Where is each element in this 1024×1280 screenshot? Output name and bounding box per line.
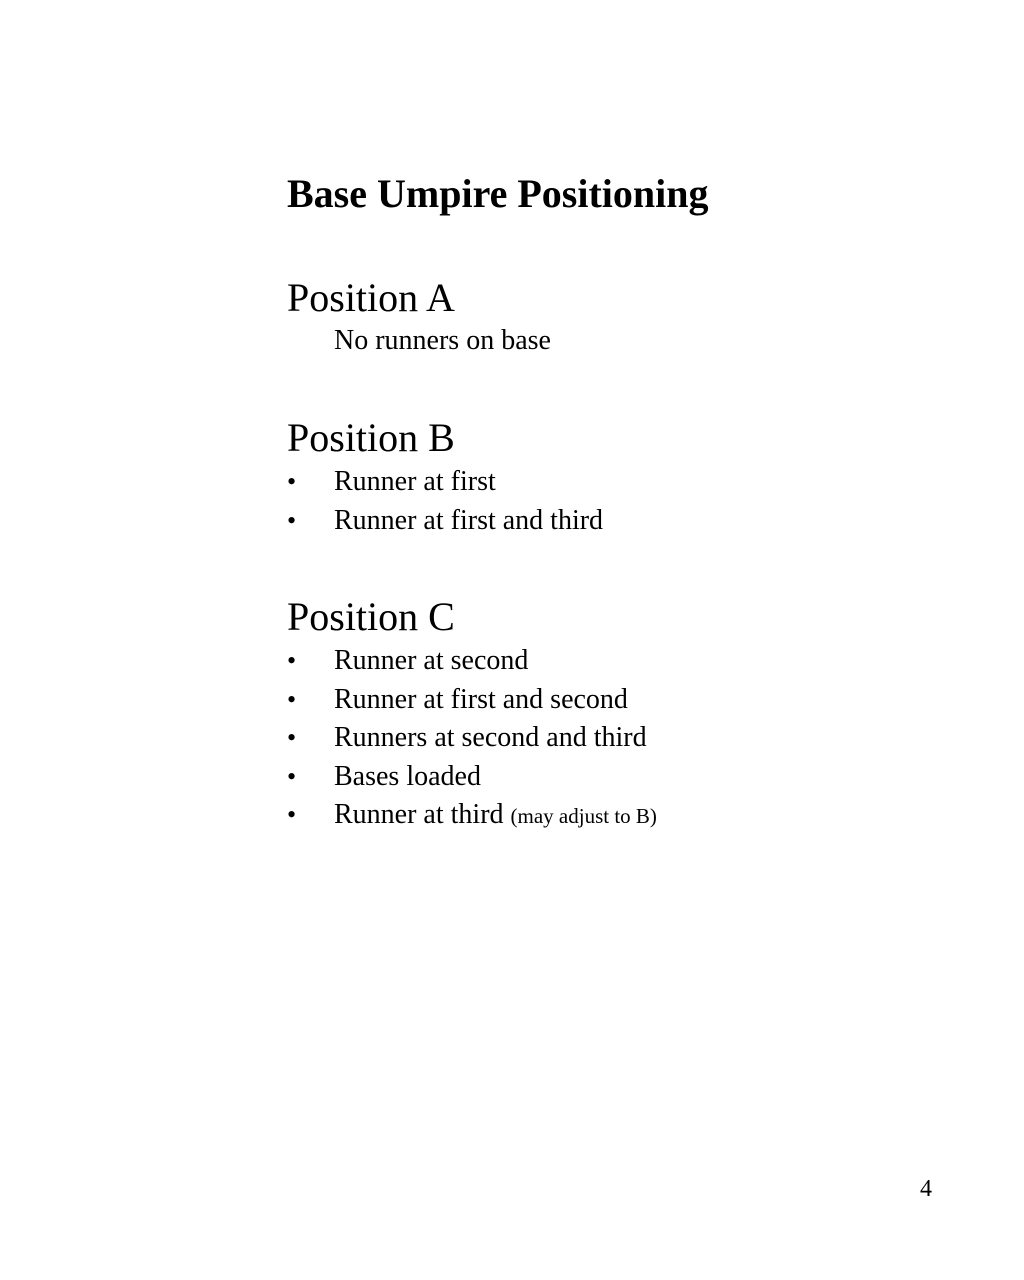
bullet-icon: • (287, 505, 297, 535)
list-item (287, 796, 657, 835)
list-item (287, 642, 657, 681)
list-item-text: Runner at first and third (334, 504, 604, 536)
list-item (287, 463, 603, 502)
bullet-icon: • (287, 723, 297, 752)
list-item-text: Runners at second and third (334, 722, 647, 753)
bullet-icon: • (287, 761, 297, 791)
list-item-text: Bases loaded (334, 760, 481, 792)
bullet-icon: • (287, 646, 297, 675)
section-heading-position-c: Position C (287, 594, 455, 639)
list-item (287, 681, 657, 720)
list-item (287, 758, 657, 797)
list-item (287, 719, 657, 758)
list-item-text: Runner at third (334, 799, 504, 830)
section-heading-position-a: Position A (287, 275, 455, 320)
list-item-text: Runner at first and second (334, 683, 628, 715)
bullet-icon: • (287, 684, 297, 714)
bullet-icon: • (287, 467, 297, 496)
list-item (287, 502, 603, 541)
position-a-description: No runners on base (334, 325, 551, 356)
position-c-list (287, 642, 657, 835)
page-title: Base Umpire Positioning (287, 171, 709, 216)
page-number: 4 (920, 1176, 932, 1202)
bullet-icon: • (287, 800, 297, 829)
section-heading-position-b: Position B (287, 415, 455, 460)
adjust-note: (may adjust to B) (510, 804, 657, 828)
position-b-list (287, 463, 603, 540)
list-item-text: Runner at first (334, 466, 496, 497)
list-item-text: Runner at second (334, 645, 529, 676)
